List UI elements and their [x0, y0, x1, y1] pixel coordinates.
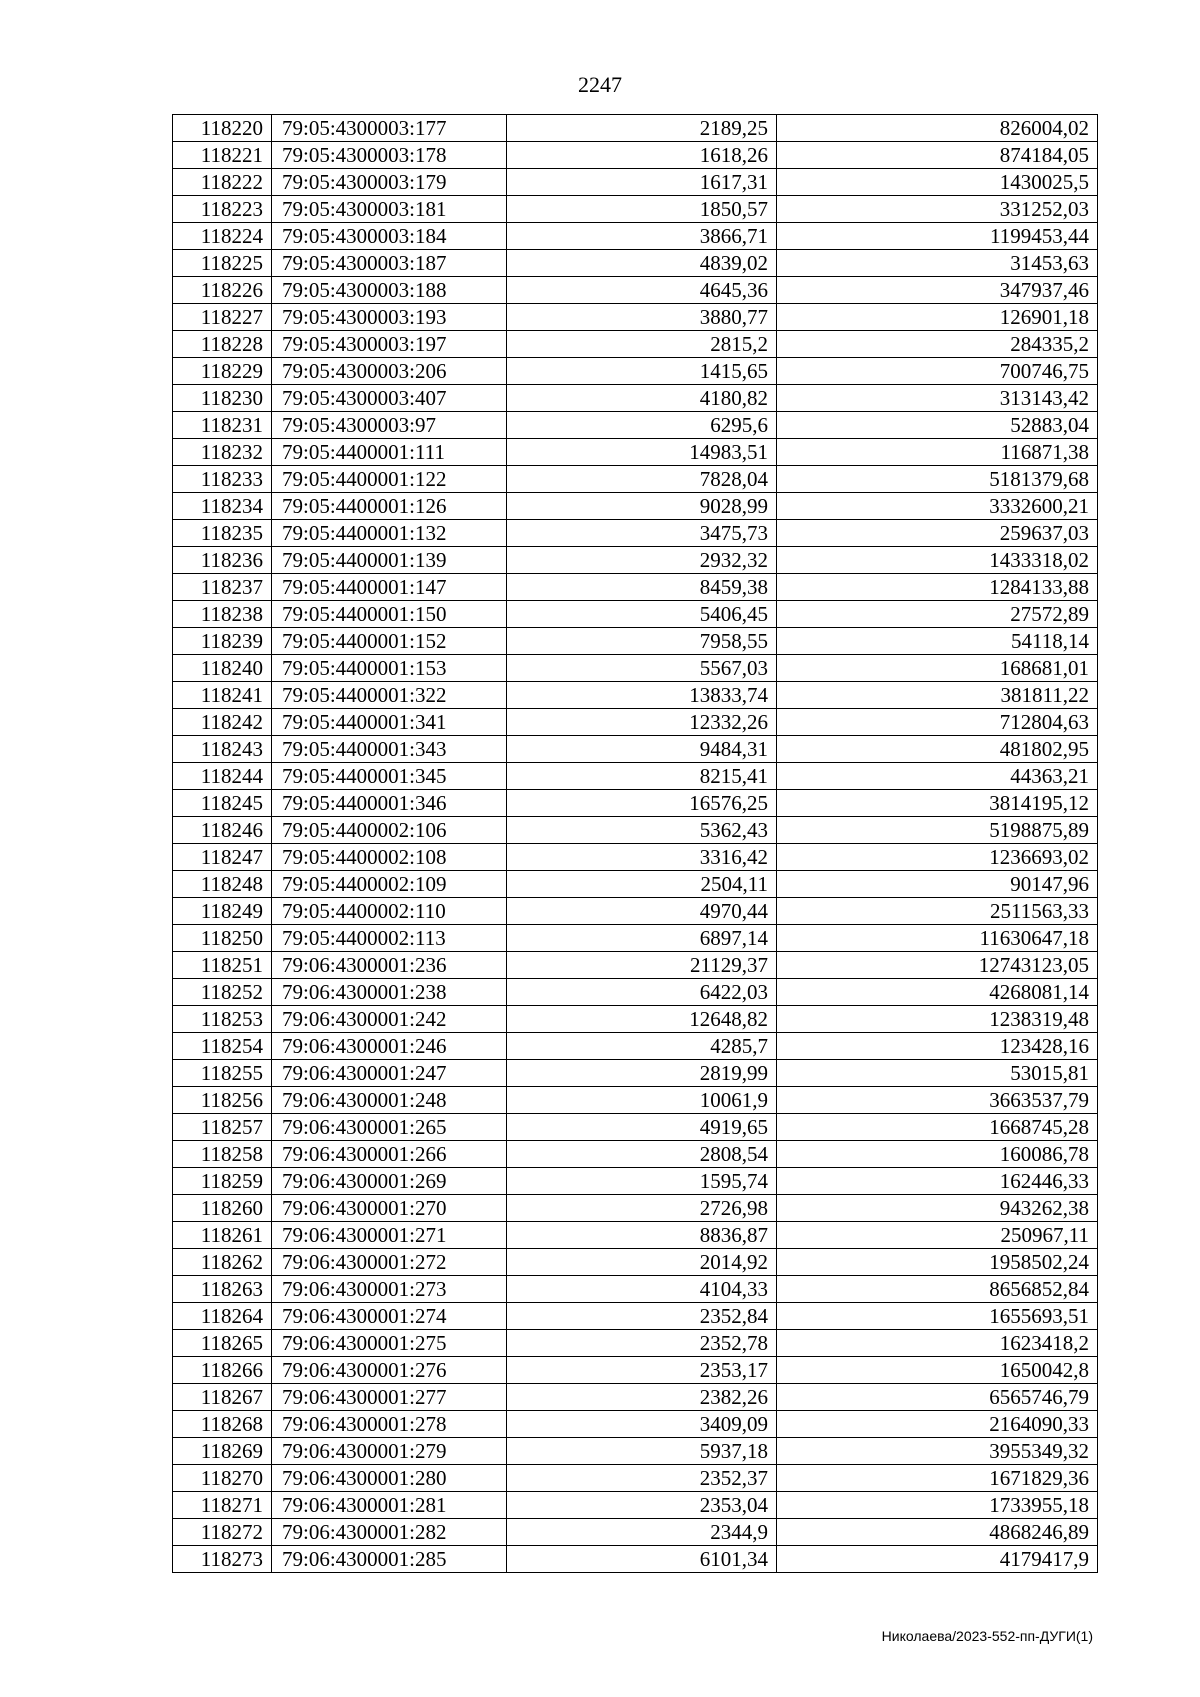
- cadastral-number-cell: 79:05:4300003:178: [272, 142, 507, 169]
- area-cell: 2352,37: [507, 1465, 777, 1492]
- cadastral-registry-table: [172, 114, 1098, 1573]
- cadastral-value-cell: 284335,2: [777, 331, 1098, 358]
- table-row: [173, 1114, 1098, 1141]
- cadastral-number-cell: 79:06:4300001:285: [272, 1546, 507, 1573]
- table-row: [173, 655, 1098, 682]
- table-row: [173, 1168, 1098, 1195]
- row-number-cell: 118239: [173, 628, 272, 655]
- row-number-cell: 118224: [173, 223, 272, 250]
- row-number-cell: 118257: [173, 1114, 272, 1141]
- cadastral-number-cell: 79:05:4400001:132: [272, 520, 507, 547]
- row-number-cell: 118231: [173, 412, 272, 439]
- row-number-cell: 118245: [173, 790, 272, 817]
- area-cell: 3880,77: [507, 304, 777, 331]
- cadastral-value-cell: 1236693,02: [777, 844, 1098, 871]
- cadastral-number-cell: 79:06:4300001:236: [272, 952, 507, 979]
- table-row: [173, 1141, 1098, 1168]
- row-number-cell: 118260: [173, 1195, 272, 1222]
- row-number-cell: 118241: [173, 682, 272, 709]
- cadastral-number-cell: 79:05:4400001:153: [272, 655, 507, 682]
- cadastral-number-cell: 79:05:4400002:109: [272, 871, 507, 898]
- cadastral-number-cell: 79:05:4300003:179: [272, 169, 507, 196]
- cadastral-number-cell: 79:05:4300003:197: [272, 331, 507, 358]
- cadastral-number-cell: 79:06:4300001:276: [272, 1357, 507, 1384]
- cadastral-value-cell: 52883,04: [777, 412, 1098, 439]
- cadastral-number-cell: 79:05:4400001:341: [272, 709, 507, 736]
- cadastral-number-cell: 79:05:4300003:193: [272, 304, 507, 331]
- cadastral-number-cell: 79:05:4400001:147: [272, 574, 507, 601]
- cadastral-number-cell: 79:05:4400001:150: [272, 601, 507, 628]
- table-row: [173, 223, 1098, 250]
- row-number-cell: 118273: [173, 1546, 272, 1573]
- cadastral-value-cell: 826004,02: [777, 115, 1098, 142]
- table-row: [173, 682, 1098, 709]
- table-row: [173, 628, 1098, 655]
- cadastral-value-cell: 943262,38: [777, 1195, 1098, 1222]
- area-cell: 1595,74: [507, 1168, 777, 1195]
- cadastral-value-cell: 90147,96: [777, 871, 1098, 898]
- area-cell: 4180,82: [507, 385, 777, 412]
- area-cell: 1617,31: [507, 169, 777, 196]
- row-number-cell: 118235: [173, 520, 272, 547]
- area-cell: 2353,04: [507, 1492, 777, 1519]
- row-number-cell: 118237: [173, 574, 272, 601]
- area-cell: 1415,65: [507, 358, 777, 385]
- cadastral-number-cell: 79:05:4400001:111: [272, 439, 507, 466]
- cadastral-value-cell: 1733955,18: [777, 1492, 1098, 1519]
- area-cell: 5406,45: [507, 601, 777, 628]
- table-row: [173, 736, 1098, 763]
- cadastral-value-cell: 160086,78: [777, 1141, 1098, 1168]
- row-number-cell: 118263: [173, 1276, 272, 1303]
- cadastral-value-cell: 1433318,02: [777, 547, 1098, 574]
- area-cell: 4970,44: [507, 898, 777, 925]
- table-row: [173, 1060, 1098, 1087]
- row-number-cell: 118265: [173, 1330, 272, 1357]
- area-cell: 12648,82: [507, 1006, 777, 1033]
- cadastral-value-cell: 700746,75: [777, 358, 1098, 385]
- cadastral-number-cell: 79:06:4300001:277: [272, 1384, 507, 1411]
- row-number-cell: 118226: [173, 277, 272, 304]
- area-cell: 4839,02: [507, 250, 777, 277]
- cadastral-value-cell: 1199453,44: [777, 223, 1098, 250]
- table-row: [173, 1222, 1098, 1249]
- cadastral-number-cell: 79:05:4400001:345: [272, 763, 507, 790]
- area-cell: 4285,7: [507, 1033, 777, 1060]
- cadastral-number-cell: 79:06:4300001:280: [272, 1465, 507, 1492]
- area-cell: 8836,87: [507, 1222, 777, 1249]
- area-cell: 6101,34: [507, 1546, 777, 1573]
- table-row: [173, 493, 1098, 520]
- table-row: [173, 304, 1098, 331]
- cadastral-number-cell: 79:05:4300003:187: [272, 250, 507, 277]
- table-row: [173, 1546, 1098, 1573]
- cadastral-value-cell: 313143,42: [777, 385, 1098, 412]
- area-cell: 6422,03: [507, 979, 777, 1006]
- table-row: [173, 709, 1098, 736]
- cadastral-value-cell: 53015,81: [777, 1060, 1098, 1087]
- table-row: [173, 547, 1098, 574]
- table-row: [173, 1384, 1098, 1411]
- row-number-cell: 118248: [173, 871, 272, 898]
- area-cell: 10061,9: [507, 1087, 777, 1114]
- cadastral-value-cell: 44363,21: [777, 763, 1098, 790]
- row-number-cell: 118220: [173, 115, 272, 142]
- row-number-cell: 118236: [173, 547, 272, 574]
- area-cell: 6897,14: [507, 925, 777, 952]
- cadastral-number-cell: 79:05:4300003:97: [272, 412, 507, 439]
- table-row: [173, 115, 1098, 142]
- cadastral-number-cell: 79:06:4300001:282: [272, 1519, 507, 1546]
- row-number-cell: 118268: [173, 1411, 272, 1438]
- cadastral-number-cell: 79:06:4300001:248: [272, 1087, 507, 1114]
- cadastral-number-cell: 79:06:4300001:273: [272, 1276, 507, 1303]
- cadastral-number-cell: 79:05:4400002:110: [272, 898, 507, 925]
- cadastral-value-cell: 27572,89: [777, 601, 1098, 628]
- cadastral-number-cell: 79:06:4300001:242: [272, 1006, 507, 1033]
- area-cell: 5567,03: [507, 655, 777, 682]
- cadastral-number-cell: 79:06:4300001:266: [272, 1141, 507, 1168]
- page-number: 2247: [578, 72, 622, 97]
- table-row: [173, 790, 1098, 817]
- row-number-cell: 118249: [173, 898, 272, 925]
- cadastral-number-cell: 79:06:4300001:281: [272, 1492, 507, 1519]
- table-row: [173, 925, 1098, 952]
- row-number-cell: 118233: [173, 466, 272, 493]
- cadastral-value-cell: 123428,16: [777, 1033, 1098, 1060]
- area-cell: 7958,55: [507, 628, 777, 655]
- area-cell: 4104,33: [507, 1276, 777, 1303]
- row-number-cell: 118242: [173, 709, 272, 736]
- area-cell: 4645,36: [507, 277, 777, 304]
- row-number-cell: 118240: [173, 655, 272, 682]
- cadastral-value-cell: 874184,05: [777, 142, 1098, 169]
- row-number-cell: 118229: [173, 358, 272, 385]
- cadastral-value-cell: 126901,18: [777, 304, 1098, 331]
- table-row: [173, 1276, 1098, 1303]
- table-row: [173, 1033, 1098, 1060]
- area-cell: 13833,74: [507, 682, 777, 709]
- table-row: [173, 1465, 1098, 1492]
- cadastral-number-cell: 79:06:4300001:274: [272, 1303, 507, 1330]
- area-cell: 2353,17: [507, 1357, 777, 1384]
- cadastral-value-cell: 11630647,18: [777, 925, 1098, 952]
- row-number-cell: 118252: [173, 979, 272, 1006]
- table-row: [173, 439, 1098, 466]
- cadastral-value-cell: 4179417,9: [777, 1546, 1098, 1573]
- cadastral-value-cell: 116871,38: [777, 439, 1098, 466]
- row-number-cell: 118228: [173, 331, 272, 358]
- cadastral-number-cell: 79:05:4400001:152: [272, 628, 507, 655]
- cadastral-number-cell: 79:06:4300001:270: [272, 1195, 507, 1222]
- cadastral-value-cell: 1655693,51: [777, 1303, 1098, 1330]
- cadastral-number-cell: 79:06:4300001:272: [272, 1249, 507, 1276]
- area-cell: 2189,25: [507, 115, 777, 142]
- area-cell: 12332,26: [507, 709, 777, 736]
- cadastral-value-cell: 250967,11: [777, 1222, 1098, 1249]
- table-row: [173, 601, 1098, 628]
- row-number-cell: 118222: [173, 169, 272, 196]
- cadastral-value-cell: 1671829,36: [777, 1465, 1098, 1492]
- table-row: [173, 1195, 1098, 1222]
- table-row: [173, 1357, 1098, 1384]
- table-row: [173, 817, 1098, 844]
- table-row: [173, 763, 1098, 790]
- area-cell: 3316,42: [507, 844, 777, 871]
- table-row: [173, 1492, 1098, 1519]
- area-cell: 3866,71: [507, 223, 777, 250]
- table-row: [173, 844, 1098, 871]
- cadastral-number-cell: 79:06:4300001:279: [272, 1438, 507, 1465]
- cadastral-value-cell: 712804,63: [777, 709, 1098, 736]
- table-row: [173, 1438, 1098, 1465]
- row-number-cell: 118230: [173, 385, 272, 412]
- row-number-cell: 118238: [173, 601, 272, 628]
- area-cell: 8459,38: [507, 574, 777, 601]
- cadastral-number-cell: 79:05:4300003:184: [272, 223, 507, 250]
- table-row: [173, 250, 1098, 277]
- cadastral-value-cell: 1284133,88: [777, 574, 1098, 601]
- table-row: [173, 1519, 1098, 1546]
- cadastral-value-cell: 3663537,79: [777, 1087, 1098, 1114]
- cadastral-number-cell: 79:06:4300001:269: [272, 1168, 507, 1195]
- area-cell: 2504,11: [507, 871, 777, 898]
- area-cell: 2352,84: [507, 1303, 777, 1330]
- cadastral-value-cell: 6565746,79: [777, 1384, 1098, 1411]
- area-cell: 3475,73: [507, 520, 777, 547]
- cadastral-number-cell: 79:06:4300001:238: [272, 979, 507, 1006]
- row-number-cell: 118270: [173, 1465, 272, 1492]
- table-row: [173, 277, 1098, 304]
- area-cell: 2014,92: [507, 1249, 777, 1276]
- cadastral-value-cell: 2511563,33: [777, 898, 1098, 925]
- cadastral-number-cell: 79:05:4400001:139: [272, 547, 507, 574]
- row-number-cell: 118267: [173, 1384, 272, 1411]
- area-cell: 16576,25: [507, 790, 777, 817]
- area-cell: 9484,31: [507, 736, 777, 763]
- cadastral-number-cell: 79:06:4300001:246: [272, 1033, 507, 1060]
- table-row: [173, 871, 1098, 898]
- row-number-cell: 118272: [173, 1519, 272, 1546]
- row-number-cell: 118232: [173, 439, 272, 466]
- row-number-cell: 118247: [173, 844, 272, 871]
- cadastral-value-cell: 347937,46: [777, 277, 1098, 304]
- cadastral-value-cell: 481802,95: [777, 736, 1098, 763]
- area-cell: 2344,9: [507, 1519, 777, 1546]
- row-number-cell: 118253: [173, 1006, 272, 1033]
- area-cell: 9028,99: [507, 493, 777, 520]
- cadastral-value-cell: 54118,14: [777, 628, 1098, 655]
- row-number-cell: 118254: [173, 1033, 272, 1060]
- cadastral-value-cell: 1958502,24: [777, 1249, 1098, 1276]
- row-number-cell: 118246: [173, 817, 272, 844]
- area-cell: 8215,41: [507, 763, 777, 790]
- cadastral-number-cell: 79:06:4300001:247: [272, 1060, 507, 1087]
- area-cell: 21129,37: [507, 952, 777, 979]
- area-cell: 2815,2: [507, 331, 777, 358]
- area-cell: 14983,51: [507, 439, 777, 466]
- row-number-cell: 118221: [173, 142, 272, 169]
- table-row: [173, 169, 1098, 196]
- area-cell: 2352,78: [507, 1330, 777, 1357]
- area-cell: 2932,32: [507, 547, 777, 574]
- table-row: [173, 142, 1098, 169]
- area-cell: 1618,26: [507, 142, 777, 169]
- cadastral-number-cell: 79:05:4300003:181: [272, 196, 507, 223]
- area-cell: 5937,18: [507, 1438, 777, 1465]
- table-row: [173, 1087, 1098, 1114]
- table-row: [173, 466, 1098, 493]
- cadastral-number-cell: 79:05:4400001:322: [272, 682, 507, 709]
- cadastral-value-cell: 3814195,12: [777, 790, 1098, 817]
- row-number-cell: 118243: [173, 736, 272, 763]
- row-number-cell: 118251: [173, 952, 272, 979]
- row-number-cell: 118262: [173, 1249, 272, 1276]
- table-row: [173, 1249, 1098, 1276]
- document-footer-code: Николаева/2023-552-пп-ДУГИ(1): [881, 1628, 1093, 1644]
- cadastral-value-cell: 1650042,8: [777, 1357, 1098, 1384]
- area-cell: 2808,54: [507, 1141, 777, 1168]
- cadastral-value-cell: 331252,03: [777, 196, 1098, 223]
- cadastral-value-cell: 1623418,2: [777, 1330, 1098, 1357]
- table-row: [173, 331, 1098, 358]
- cadastral-number-cell: 79:05:4400001:343: [272, 736, 507, 763]
- cadastral-number-cell: 79:06:4300001:265: [272, 1114, 507, 1141]
- row-number-cell: 118266: [173, 1357, 272, 1384]
- cadastral-number-cell: 79:05:4400002:106: [272, 817, 507, 844]
- row-number-cell: 118244: [173, 763, 272, 790]
- cadastral-number-cell: 79:05:4400002:113: [272, 925, 507, 952]
- cadastral-number-cell: 79:05:4300003:177: [272, 115, 507, 142]
- area-cell: 4919,65: [507, 1114, 777, 1141]
- row-number-cell: 118227: [173, 304, 272, 331]
- row-number-cell: 118255: [173, 1060, 272, 1087]
- row-number-cell: 118271: [173, 1492, 272, 1519]
- row-number-cell: 118269: [173, 1438, 272, 1465]
- area-cell: 7828,04: [507, 466, 777, 493]
- cadastral-value-cell: 3955349,32: [777, 1438, 1098, 1465]
- table-row: [173, 1006, 1098, 1033]
- cadastral-value-cell: 381811,22: [777, 682, 1098, 709]
- cadastral-value-cell: 1238319,48: [777, 1006, 1098, 1033]
- cadastral-number-cell: 79:05:4400002:108: [272, 844, 507, 871]
- cadastral-value-cell: 12743123,05: [777, 952, 1098, 979]
- row-number-cell: 118258: [173, 1141, 272, 1168]
- cadastral-number-cell: 79:06:4300001:271: [272, 1222, 507, 1249]
- table-row: [173, 196, 1098, 223]
- area-cell: 1850,57: [507, 196, 777, 223]
- cadastral-value-cell: 5198875,89: [777, 817, 1098, 844]
- row-number-cell: 118261: [173, 1222, 272, 1249]
- table-row: [173, 385, 1098, 412]
- cadastral-value-cell: 31453,63: [777, 250, 1098, 277]
- area-cell: 5362,43: [507, 817, 777, 844]
- table-row: [173, 412, 1098, 439]
- cadastral-value-cell: 4868246,89: [777, 1519, 1098, 1546]
- cadastral-value-cell: 3332600,21: [777, 493, 1098, 520]
- row-number-cell: 118256: [173, 1087, 272, 1114]
- area-cell: 2726,98: [507, 1195, 777, 1222]
- table-row: [173, 358, 1098, 385]
- cadastral-value-cell: 259637,03: [777, 520, 1098, 547]
- row-number-cell: 118259: [173, 1168, 272, 1195]
- area-cell: 2382,26: [507, 1384, 777, 1411]
- table-row: [173, 952, 1098, 979]
- cadastral-value-cell: 5181379,68: [777, 466, 1098, 493]
- table-row: [173, 898, 1098, 925]
- cadastral-number-cell: 79:05:4300003:407: [272, 385, 507, 412]
- area-cell: 3409,09: [507, 1411, 777, 1438]
- cadastral-value-cell: 8656852,84: [777, 1276, 1098, 1303]
- table-row: [173, 1303, 1098, 1330]
- cadastral-number-cell: 79:05:4400001:126: [272, 493, 507, 520]
- area-cell: 6295,6: [507, 412, 777, 439]
- row-number-cell: 118234: [173, 493, 272, 520]
- table-row: [173, 979, 1098, 1006]
- cadastral-value-cell: 2164090,33: [777, 1411, 1098, 1438]
- cadastral-number-cell: 79:06:4300001:278: [272, 1411, 507, 1438]
- cadastral-value-cell: 168681,01: [777, 655, 1098, 682]
- row-number-cell: 118223: [173, 196, 272, 223]
- row-number-cell: 118250: [173, 925, 272, 952]
- cadastral-number-cell: 79:06:4300001:275: [272, 1330, 507, 1357]
- row-number-cell: 118225: [173, 250, 272, 277]
- area-cell: 2819,99: [507, 1060, 777, 1087]
- table-row: [173, 574, 1098, 601]
- cadastral-value-cell: 1430025,5: [777, 169, 1098, 196]
- cadastral-number-cell: 79:05:4400001:122: [272, 466, 507, 493]
- cadastral-number-cell: 79:05:4400001:346: [272, 790, 507, 817]
- cadastral-value-cell: 4268081,14: [777, 979, 1098, 1006]
- cadastral-number-cell: 79:05:4300003:188: [272, 277, 507, 304]
- cadastral-value-cell: 1668745,28: [777, 1114, 1098, 1141]
- table-row: [173, 1411, 1098, 1438]
- cadastral-value-cell: 162446,33: [777, 1168, 1098, 1195]
- row-number-cell: 118264: [173, 1303, 272, 1330]
- table-row: [173, 1330, 1098, 1357]
- table-row: [173, 520, 1098, 547]
- registry-table-body: [173, 115, 1098, 1573]
- cadastral-number-cell: 79:05:4300003:206: [272, 358, 507, 385]
